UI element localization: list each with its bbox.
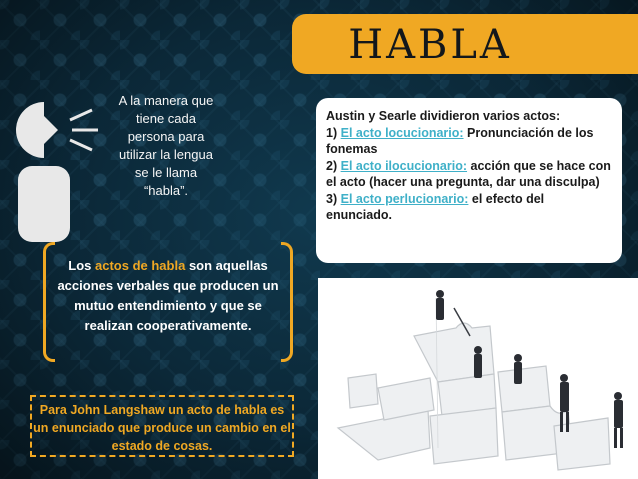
speech-acts-definition [43,242,293,362]
langshaw-definition: Para John Langshaw un acto de habla es un enunciado que produce un cambio en el estado de cosas. [30,395,294,457]
speech-acts-box [316,98,622,263]
item1-number: 1) [326,125,338,140]
perlocutionary-act-link[interactable]: El acto perlucionario: [340,191,469,206]
locutionary-act-link[interactable]: El acto locucionario: [340,125,464,140]
speech-acts-highlight: actos de habla [95,258,186,273]
habla-definition-text: A la manera que tiene cada persona para utilizar la lengua se le llama “habla”. [118,93,214,198]
illocutionary-act-link[interactable]: El acto ilocucionario: [340,158,468,173]
right-bracket [281,242,293,362]
puzzle-people-image [318,278,638,479]
item2-number: 2) [326,158,338,173]
speech-acts-intro: Austin y Searle dividieron varios actos: [326,109,561,123]
slide-title: HABLA [348,22,512,68]
speech-acts-definition-text: Los actos de habla son aquellas acciones verbales que producen un mutuo entendimiento y que se realizan cooperativamente. [57,258,279,333]
item2-text: acción que se hace con el acto (hacer una pregunta, dar una disculpa) [326,158,611,189]
item3-text: el efecto del enunciado. [326,191,545,222]
item3-number: 3) [326,191,338,206]
item1-text: Pronunciación de los fonemas [326,125,594,156]
person-speaking-icon [6,90,106,250]
left-bracket [43,242,55,362]
